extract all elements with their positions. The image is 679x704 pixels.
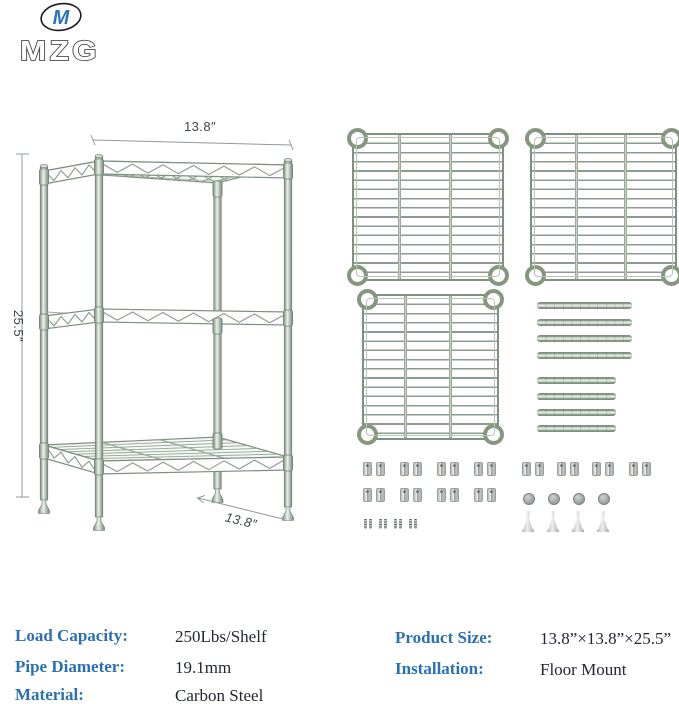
sleeve-clip-icon: [592, 462, 601, 476]
panel-support-wire: [449, 135, 452, 279]
end-cap-icon: [573, 493, 585, 505]
spec-label-material: Material:: [15, 685, 84, 704]
sleeve-clip-icon: [400, 462, 409, 476]
wire-shelf-panel-icon: [352, 133, 504, 281]
brand-name: MZG: [20, 35, 100, 66]
spec-label-installation: Installation:: [395, 659, 484, 678]
middle-shelf: [44, 309, 288, 329]
sleeve-clip-icon: [376, 462, 385, 476]
screw-icon: [364, 519, 373, 529]
sleeve-clip-icon: [474, 488, 483, 502]
spec-label-load-capacity: Load Capacity:: [15, 626, 128, 645]
pole-segment-icon: [537, 335, 632, 342]
sleeve-clip-icon: [535, 462, 544, 476]
pole-segment-icon: [537, 409, 616, 416]
corner-collar-ring-icon: [661, 128, 679, 149]
end-cap-icon: [598, 493, 610, 505]
sleeve-clip-icon: [363, 462, 372, 476]
top-shelf: [44, 161, 288, 184]
spec-label-pipe-diameter: Pipe Diameter:: [15, 657, 125, 676]
corner-collar-ring-icon: [347, 128, 368, 149]
wire-shelf-panel-icon: [362, 294, 499, 440]
sleeve-clip-icon: [437, 462, 446, 476]
sleeve-clip-icon: [474, 462, 483, 476]
corner-collar-ring-icon: [525, 265, 546, 286]
spec-value-pipe-diameter: 19.1mm: [175, 658, 232, 677]
spec-value-load-capacity: 250Lbs/Shelf: [175, 627, 267, 646]
corner-collar-ring-icon: [488, 265, 509, 286]
corner-collar-ring-icon: [483, 289, 504, 310]
depth-dimension-label: 13.8″: [223, 509, 259, 532]
sleeve-clip-icon: [376, 488, 385, 502]
sleeve-clip-icon: [557, 462, 566, 476]
corner-collar-ring-icon: [661, 265, 679, 286]
panel-support-wire: [449, 296, 452, 438]
sleeve-clip-icon: [487, 488, 496, 502]
bottom-shelf: [44, 437, 288, 474]
sleeve-clip-icon: [450, 462, 459, 476]
sleeve-clip-icon: [413, 462, 422, 476]
height-dimension-label: 25.5″: [11, 310, 26, 342]
sleeve-clip-icon: [450, 488, 459, 502]
sleeve-clip-icon: [413, 488, 422, 502]
panel-support-wire: [575, 135, 578, 279]
sleeve-clip-icon: [400, 488, 409, 502]
screw-icon: [409, 519, 418, 529]
corner-collar-ring-icon: [488, 128, 509, 149]
sleeve-clip-icon: [363, 488, 372, 502]
sleeve-clip-icon: [629, 462, 638, 476]
corner-collar-ring-icon: [357, 289, 378, 310]
pole-segment-icon: [537, 425, 616, 432]
sleeve-clip-icon: [437, 488, 446, 502]
corner-collar-ring-icon: [347, 265, 368, 286]
pole-segment-icon: [537, 302, 632, 309]
end-cap-icon: [548, 493, 560, 505]
sleeve-clip-icon: [522, 462, 531, 476]
spec-value-product-size: 13.8”×13.8”×25.5”: [540, 629, 672, 648]
pole-segment-icon: [537, 393, 616, 400]
screw-icon: [394, 519, 403, 529]
sleeve-clip-icon: [570, 462, 579, 476]
corner-collar-ring-icon: [525, 128, 546, 149]
spec-value-installation: Floor Mount: [540, 660, 627, 679]
spec-label-product-size: Product Size:: [395, 628, 493, 647]
spec-value-material: Carbon Steel: [175, 686, 264, 704]
panel-support-wire: [624, 135, 627, 279]
end-cap-icon: [523, 493, 535, 505]
pole-segment-icon: [537, 377, 616, 384]
corner-collar-ring-icon: [483, 424, 504, 445]
screw-icon: [379, 519, 388, 529]
corner-collar-ring-icon: [357, 424, 378, 445]
pole-segment-icon: [537, 319, 632, 326]
pole-segment-icon: [537, 352, 632, 359]
wire-shelf-panel-icon: [530, 133, 677, 281]
panel-support-wire: [398, 135, 401, 279]
sleeve-clip-icon: [642, 462, 651, 476]
logo-monogram-icon: M: [52, 7, 70, 29]
sleeve-clip-icon: [605, 462, 614, 476]
sleeve-clip-icon: [487, 462, 496, 476]
panel-support-wire: [404, 296, 407, 438]
width-dimension-label: 13.8″: [184, 119, 216, 134]
